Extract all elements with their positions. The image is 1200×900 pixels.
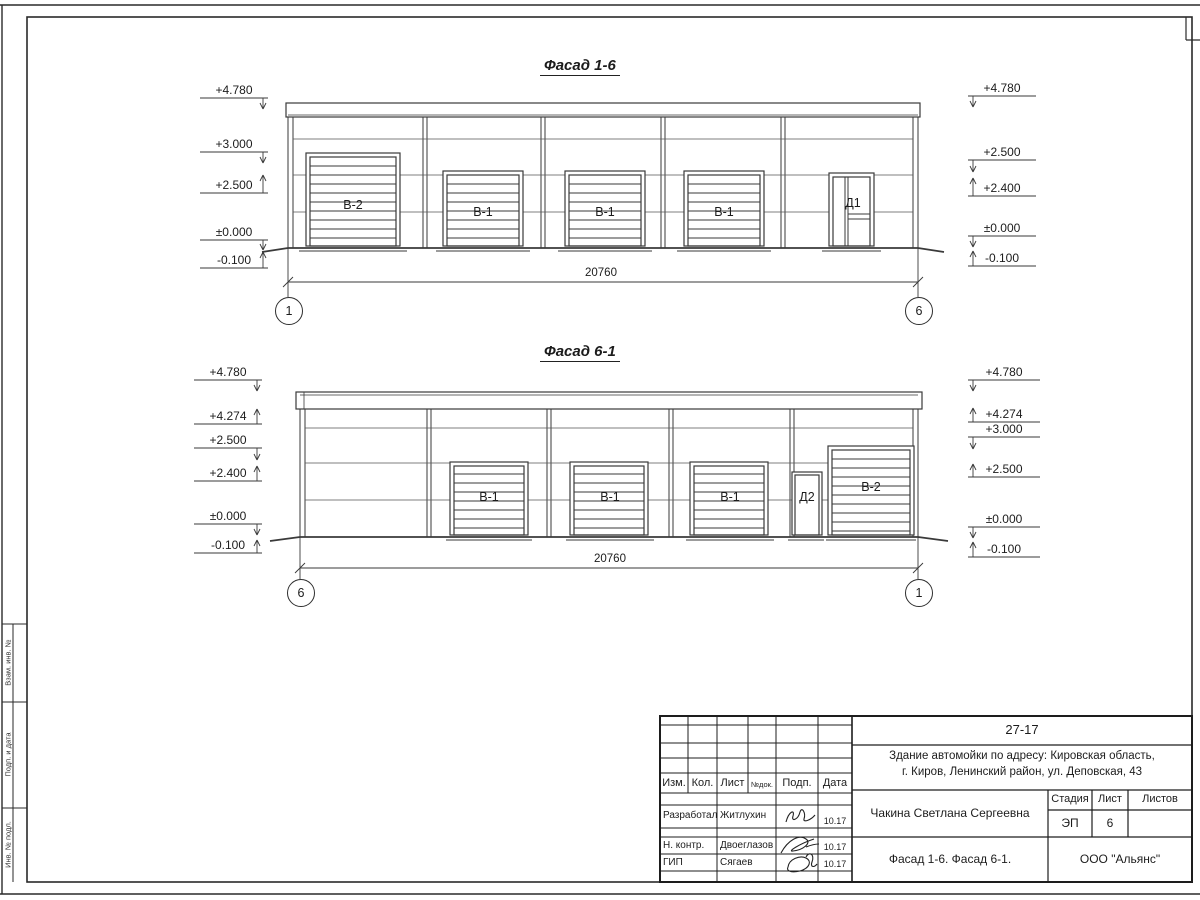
door-label: Д1 xyxy=(845,196,861,210)
gate-label: В-1 xyxy=(473,205,493,219)
elevation-mark: ±0.000 xyxy=(985,512,1023,526)
gate-label: В-1 xyxy=(600,490,620,504)
elevation-mark: -0.100 xyxy=(984,251,1020,265)
role-label: Разработал xyxy=(663,810,718,821)
client-name: Чакина Светлана Сергеевна xyxy=(870,806,1030,820)
elevation-mark: -0.100 xyxy=(986,542,1022,556)
facade-6-1-title: Фасад 6-1 xyxy=(540,343,620,362)
elevation-mark: +3.000 xyxy=(215,137,253,151)
elevation-mark: +4.780 xyxy=(985,365,1023,379)
elevation-mark: +4.780 xyxy=(983,81,1021,95)
facade-6-1-linework xyxy=(194,380,1040,579)
person-name: Сягаев xyxy=(720,857,753,868)
project-address-line2: г. Киров, Ленинский район, ул. Деповская, 43 xyxy=(901,766,1143,778)
axis-bubble: 6 xyxy=(287,579,315,607)
elevation-mark: +4.274 xyxy=(209,409,247,423)
elevation-mark: +3.000 xyxy=(985,422,1023,436)
person-name: Житлухин xyxy=(720,810,767,821)
gate-label: В-1 xyxy=(595,205,615,219)
elevation-mark: ±0.000 xyxy=(209,509,247,523)
facade-1-6-title: Фасад 1-6 xyxy=(540,57,620,76)
gate-label: В-1 xyxy=(714,205,734,219)
col-header-list: Лист xyxy=(720,777,745,789)
sign-date: 10.17 xyxy=(823,842,847,852)
col-header-kol: Кол. xyxy=(691,777,714,789)
person-name: Двоеглазов xyxy=(720,840,774,851)
axis-bubble: 1 xyxy=(275,297,303,325)
elevation-mark: +2.500 xyxy=(985,462,1023,476)
elevation-mark: +2.500 xyxy=(215,178,253,192)
gate-label: В-2 xyxy=(861,480,881,494)
sheets-header: Листов xyxy=(1142,793,1178,805)
gate-label: В-2 xyxy=(343,198,363,212)
sheet-header: Лист xyxy=(1098,793,1122,805)
elevation-mark: +2.500 xyxy=(209,433,247,447)
elevation-mark: ±0.000 xyxy=(983,221,1021,235)
gate-label: В-1 xyxy=(479,490,499,504)
col-header-izm: Изм. xyxy=(662,777,686,789)
sheet-title: Фасад 1-6. Фасад 6-1. xyxy=(888,852,1012,866)
dimension-text: 20760 xyxy=(585,267,617,279)
axis-bubble: 6 xyxy=(905,297,933,325)
role-label: Н. контр. xyxy=(663,840,705,851)
col-header-ndok: №док. xyxy=(751,780,773,789)
sign-date: 10.17 xyxy=(823,816,847,826)
company-name: ООО "Альянс" xyxy=(1079,852,1161,866)
doc-number: 27-17 xyxy=(1005,722,1039,737)
elevation-mark: ±0.000 xyxy=(215,225,253,239)
elevation-mark: -0.100 xyxy=(216,253,252,267)
sign-date: 10.17 xyxy=(823,859,847,869)
frame-col-podp: Подп. и дата xyxy=(3,732,13,777)
elevation-mark: +4.780 xyxy=(215,83,253,97)
elevation-mark: +4.780 xyxy=(209,365,247,379)
elevation-mark: +4.274 xyxy=(985,407,1023,421)
role-label: ГИП xyxy=(663,857,683,868)
gate-label: В-1 xyxy=(720,490,740,504)
stage-value: ЭП xyxy=(1061,816,1079,830)
stage-header: Стадия xyxy=(1051,793,1089,805)
axis-bubble: 1 xyxy=(905,579,933,607)
door-label: Д2 xyxy=(799,490,815,504)
elevation-mark: -0.100 xyxy=(210,538,246,552)
frame-col-inv: Инв. № подл. xyxy=(3,821,13,868)
signature-strokes xyxy=(781,810,819,872)
elevation-mark: +2.400 xyxy=(983,181,1021,195)
col-header-podp: Подп. xyxy=(782,777,812,789)
dimension-text: 20760 xyxy=(594,553,626,565)
col-header-data: Дата xyxy=(822,777,848,789)
elevation-mark: +2.500 xyxy=(983,145,1021,159)
frame-col-vzam: Взам. инв. № xyxy=(3,639,13,686)
project-address-line1: Здание автомойки по адресу: Кировская область, xyxy=(889,750,1155,762)
sheet-number: 6 xyxy=(1106,816,1114,830)
elevation-mark: +2.400 xyxy=(209,466,247,480)
